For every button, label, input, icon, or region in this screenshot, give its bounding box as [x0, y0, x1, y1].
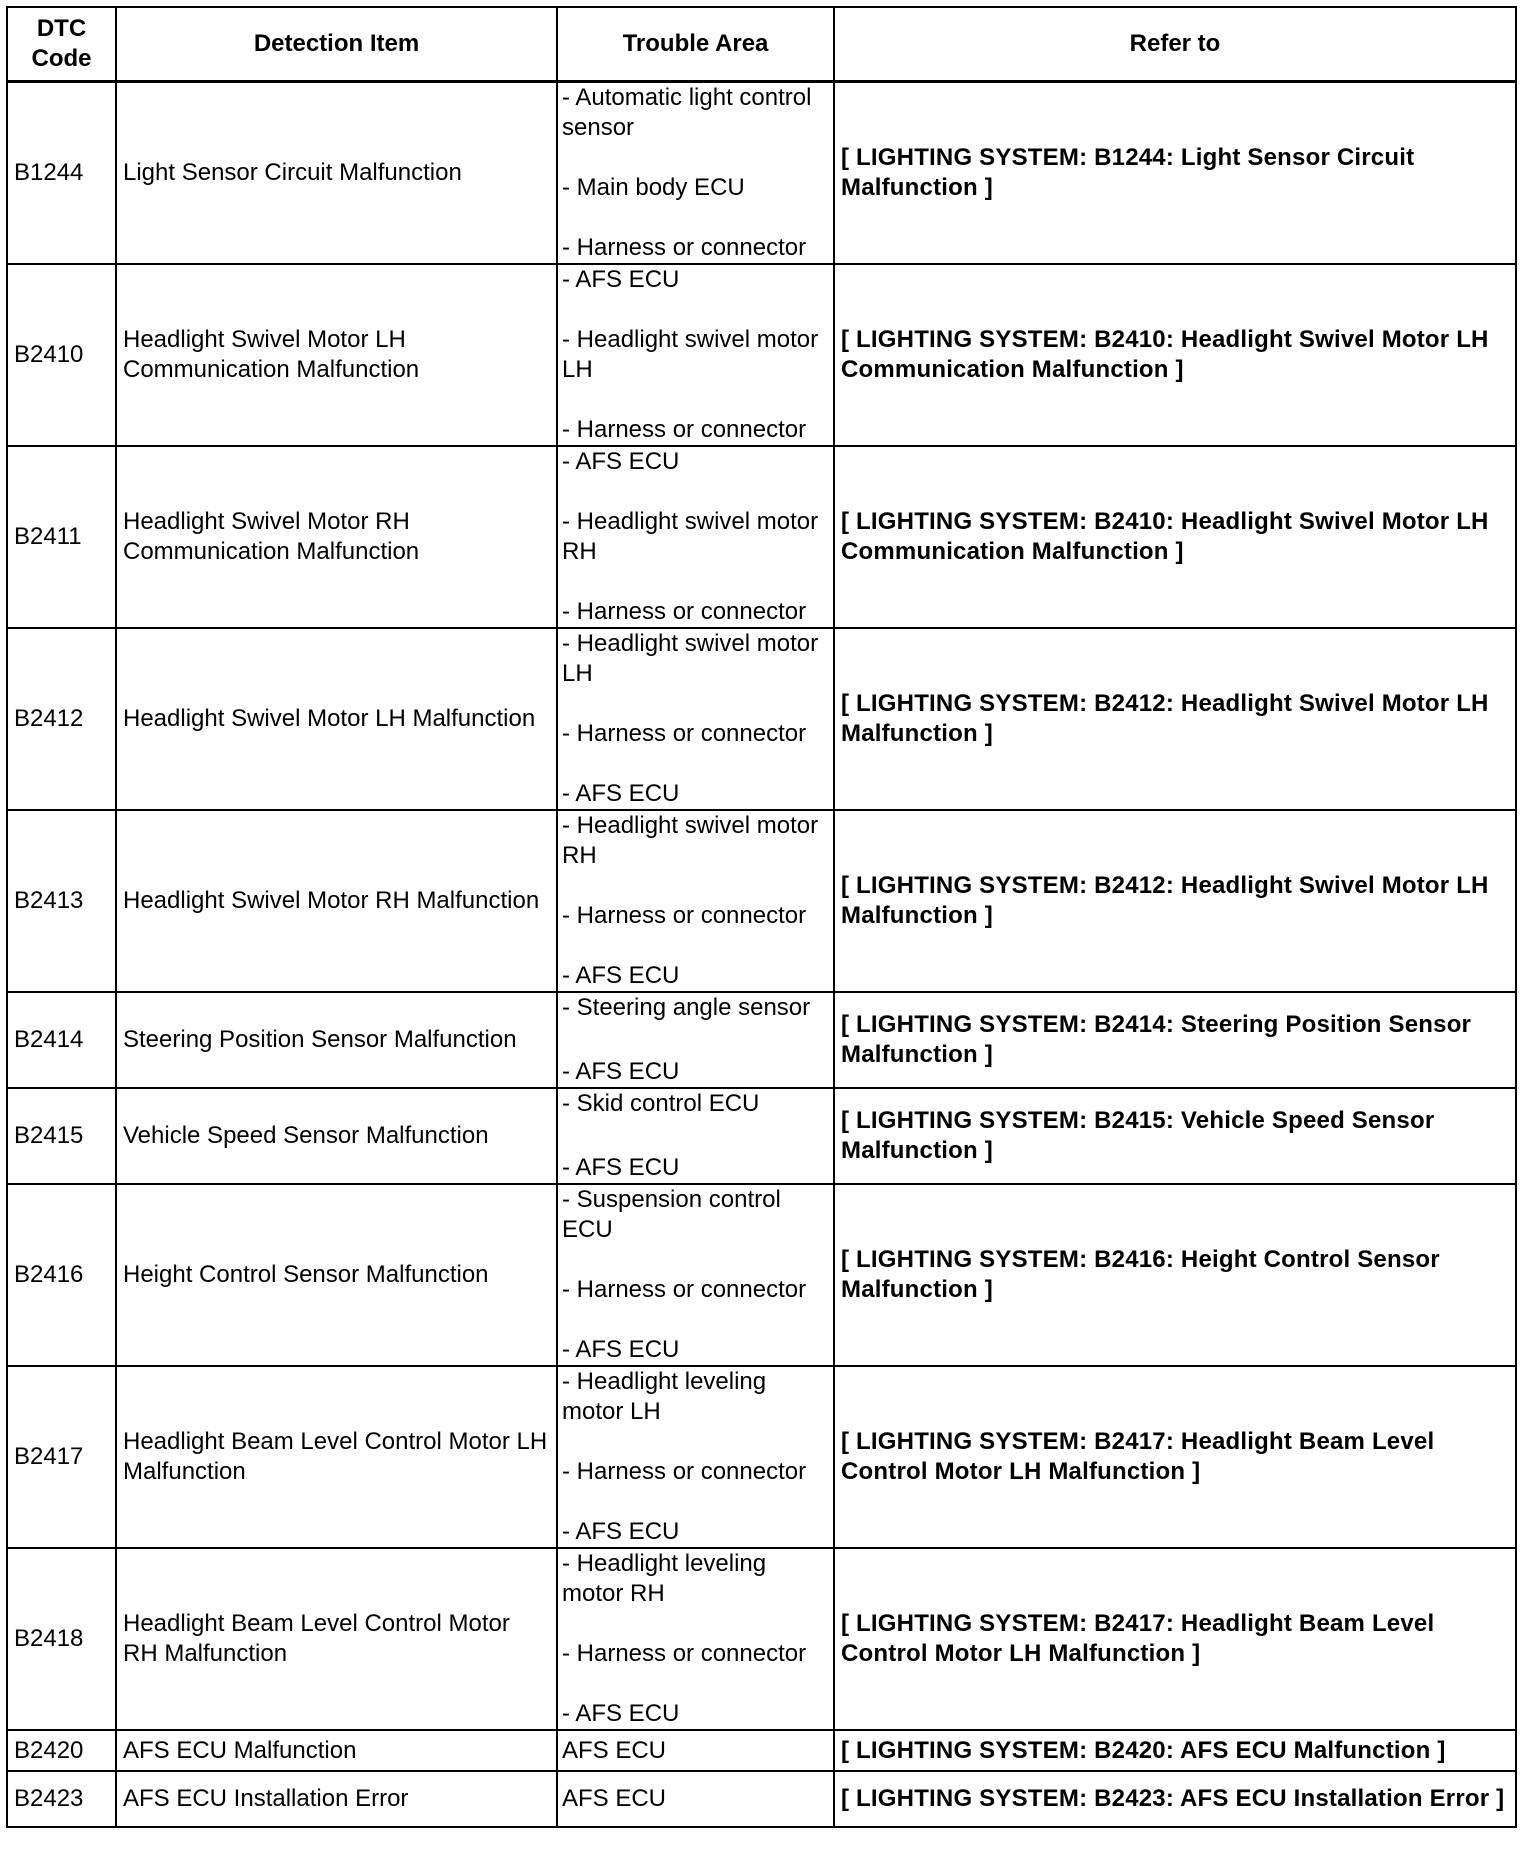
trouble-area-cell [557, 992, 834, 1088]
header-dtc-code: DTC Code [7, 7, 116, 82]
refer-to-link[interactable]: [ LIGHTING SYSTEM: B2420: AFS ECU Malfunction ] [834, 1730, 1516, 1771]
dtc-code-cell: B2412 [7, 628, 116, 810]
trouble-area-line: - Steering angle sensor [562, 994, 811, 1021]
header-trouble-area: Trouble Area [557, 7, 834, 82]
dtc-code-cell: B2413 [7, 810, 116, 992]
table-row [7, 446, 1516, 628]
dtc-code-cell: B2411 [7, 446, 116, 628]
table-body [7, 82, 1516, 1828]
dtc-code-cell: B2410 [7, 264, 116, 446]
table-row [7, 810, 1516, 992]
trouble-area-line: - Harness or connector [562, 1458, 807, 1485]
trouble-area-line: - Headlight swivel motor LH [562, 326, 819, 383]
trouble-area-line: - Headlight swivel motor LH [562, 630, 819, 687]
trouble-area-cell [557, 82, 834, 265]
table-row [7, 264, 1516, 446]
trouble-area-cell [557, 810, 834, 992]
trouble-area-line: - Headlight swivel motor RH [562, 508, 819, 565]
dtc-table [6, 6, 1517, 1828]
refer-to-link[interactable]: [ LIGHTING SYSTEM: B2416: Height Control Sensor Malfunction ] [834, 1184, 1516, 1366]
detection-item-cell: Headlight Beam Level Control Motor RH Malfunction [116, 1548, 557, 1730]
detection-item-cell: AFS ECU Malfunction [116, 1730, 557, 1771]
trouble-area-line: - Suspension control ECU [562, 1186, 781, 1243]
refer-to-link[interactable]: [ LIGHTING SYSTEM: B2412: Headlight Swivel Motor LH Malfunction ] [834, 810, 1516, 992]
refer-to-link[interactable]: [ LIGHTING SYSTEM: B2417: Headlight Beam Level Control Motor LH Malfunction ] [834, 1548, 1516, 1730]
refer-to-link[interactable]: [ LIGHTING SYSTEM: B1244: Light Sensor Circuit Malfunction ] [834, 82, 1516, 265]
trouble-area-line: - Headlight swivel motor RH [562, 812, 819, 869]
trouble-area-line: - AFS ECU [562, 780, 680, 807]
trouble-area-line: AFS ECU [562, 1785, 667, 1812]
table-row [7, 82, 1516, 265]
dtc-code-cell: B2416 [7, 1184, 116, 1366]
detection-item-cell: Headlight Swivel Motor RH Malfunction [116, 810, 557, 992]
detection-item-cell: Headlight Swivel Motor LH Malfunction [116, 628, 557, 810]
trouble-area-cell [557, 1184, 834, 1366]
detection-item-cell: Height Control Sensor Malfunction [116, 1184, 557, 1366]
table-row [7, 1771, 1516, 1827]
trouble-area-line: - Harness or connector [562, 1640, 807, 1667]
table-row [7, 1730, 1516, 1771]
refer-to-link[interactable]: [ LIGHTING SYSTEM: B2415: Vehicle Speed Sensor Malfunction ] [834, 1088, 1516, 1184]
dtc-code-cell: B1244 [7, 82, 116, 265]
refer-to-link[interactable]: [ LIGHTING SYSTEM: B2417: Headlight Beam Level Control Motor LH Malfunction ] [834, 1366, 1516, 1548]
table-row [7, 1088, 1516, 1184]
trouble-area-line: - AFS ECU [562, 266, 680, 293]
detection-item-cell: Headlight Swivel Motor LH Communication Malfunction [116, 264, 557, 446]
trouble-area-cell [557, 1366, 834, 1548]
trouble-area-line: - Skid control ECU [562, 1090, 760, 1117]
trouble-area-line: - Harness or connector [562, 1276, 807, 1303]
refer-to-link[interactable]: [ LIGHTING SYSTEM: B2414: Steering Position Sensor Malfunction ] [834, 992, 1516, 1088]
dtc-code-cell: B2418 [7, 1548, 116, 1730]
detection-item-cell: Vehicle Speed Sensor Malfunction [116, 1088, 557, 1184]
table-header-row [7, 7, 1516, 82]
table-row [7, 1184, 1516, 1366]
detection-item-cell: Headlight Beam Level Control Motor LH Malfunction [116, 1366, 557, 1548]
refer-to-link[interactable]: [ LIGHTING SYSTEM: B2410: Headlight Swivel Motor LH Communication Malfunction ] [834, 446, 1516, 628]
trouble-area-line: - Headlight leveling motor LH [562, 1368, 767, 1425]
refer-to-link[interactable]: [ LIGHTING SYSTEM: B2410: Headlight Swivel Motor LH Communication Malfunction ] [834, 264, 1516, 446]
trouble-area-cell [557, 1088, 834, 1184]
table-row [7, 1548, 1516, 1730]
trouble-area-line: - AFS ECU [562, 1700, 680, 1727]
refer-to-link[interactable]: [ LIGHTING SYSTEM: B2412: Headlight Swivel Motor LH Malfunction ] [834, 628, 1516, 810]
trouble-area-line: - AFS ECU [562, 1058, 680, 1085]
trouble-area-line: - Harness or connector [562, 720, 807, 747]
trouble-area-line: - AFS ECU [562, 1154, 680, 1181]
table-row [7, 1366, 1516, 1548]
trouble-area-line: - AFS ECU [562, 1336, 680, 1363]
trouble-area-cell [557, 628, 834, 810]
dtc-code-cell: B2420 [7, 1730, 116, 1771]
trouble-area-line: - AFS ECU [562, 448, 680, 475]
dtc-code-cell: B2417 [7, 1366, 116, 1548]
trouble-area-line: AFS ECU [562, 1736, 667, 1764]
trouble-area-line: - Harness or connector [562, 416, 807, 443]
trouble-area-line: - AFS ECU [562, 1518, 680, 1545]
header-refer-to: Refer to [834, 7, 1516, 82]
table-row [7, 992, 1516, 1088]
trouble-area-cell [557, 264, 834, 446]
trouble-area-cell [557, 446, 834, 628]
dtc-code-cell: B2414 [7, 992, 116, 1088]
dtc-code-cell: B2415 [7, 1088, 116, 1184]
detection-item-cell: Steering Position Sensor Malfunction [116, 992, 557, 1088]
table-row [7, 628, 1516, 810]
refer-to-link[interactable]: [ LIGHTING SYSTEM: B2423: AFS ECU Installation Error ] [834, 1771, 1516, 1827]
trouble-area-line: - Harness or connector [562, 598, 807, 625]
trouble-area-line: - Main body ECU [562, 174, 745, 201]
header-detection-item: Detection Item [116, 7, 557, 82]
detection-item-cell: Headlight Swivel Motor RH Communication Malfunction [116, 446, 557, 628]
trouble-area-cell [557, 1771, 834, 1827]
trouble-area-line: - Harness or connector [562, 902, 807, 929]
detection-item-cell: AFS ECU Installation Error [116, 1771, 557, 1827]
dtc-code-cell: B2423 [7, 1771, 116, 1827]
trouble-area-line: - AFS ECU [562, 962, 680, 989]
detection-item-cell: Light Sensor Circuit Malfunction [116, 82, 557, 265]
trouble-area-cell [557, 1730, 834, 1771]
trouble-area-line: - Headlight leveling motor RH [562, 1550, 767, 1607]
trouble-area-cell [557, 1548, 834, 1730]
trouble-area-line: - Automatic light control sensor [562, 84, 812, 141]
trouble-area-line: - Harness or connector [562, 234, 807, 261]
